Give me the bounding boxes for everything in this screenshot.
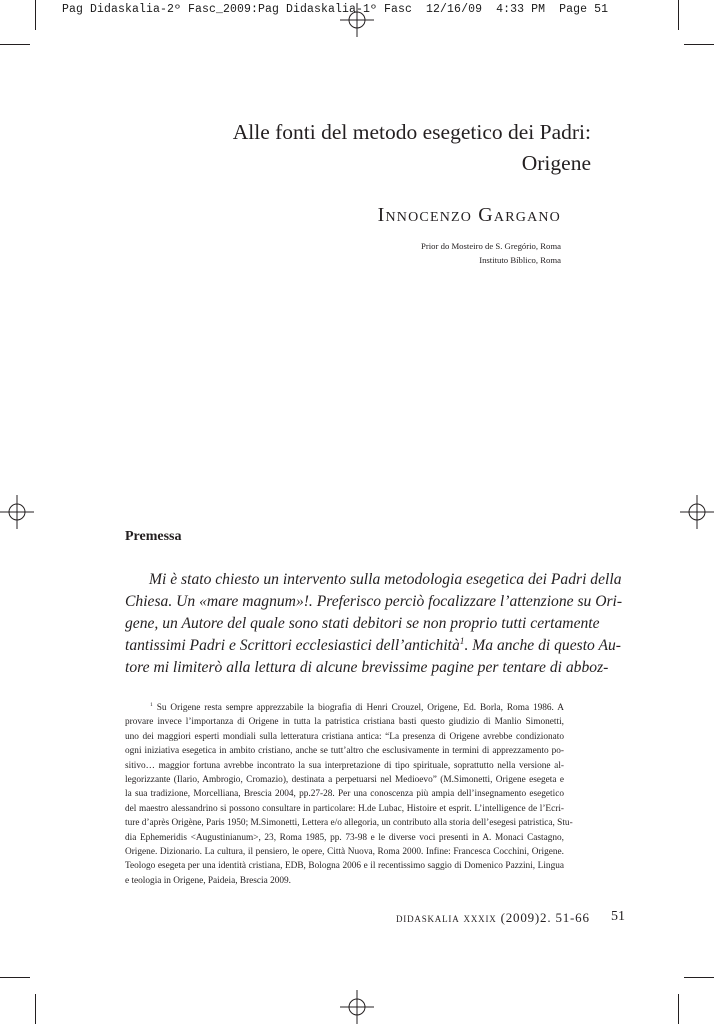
crop-mark-top-left-h — [0, 44, 30, 45]
footnote-line: Teologo esegeta per una identità cristiana, EDB, Bologna 2006 e il recentissimo saggio di Domenico Pazzini, Lingua — [125, 861, 564, 872]
footnote-line: uno dei maggiori esperti mondiali sulla letteratura cristiana antica: “La presenza di Origene avrebbe condizionato — [125, 731, 564, 742]
footnote-1 — [125, 701, 573, 888]
author-name: Innocenzo Gargano — [377, 204, 561, 226]
footnote-line: e teologia in Origene, Paideia, Brescia 2009. — [125, 875, 292, 886]
body-line-part: . Ma anche di questo Au- — [464, 637, 621, 654]
page-number: 51 — [611, 909, 625, 924]
footnote-line: provare invece l’importanza di Origene in tutta la patristica cristiana basti questo giudizio di Manlio Simonetti, — [125, 717, 564, 728]
body-line: Mi è stato chiesto un intervento sulla metodologia esegetica dei Padri della — [149, 571, 622, 588]
crop-mark-bottom-left — [35, 994, 36, 1024]
registration-mark-bottom-icon — [340, 990, 374, 1024]
footnote-line: sitivo… maggior fortuna avrebbe incontrato la sua interpretazione di tipo spirituale, soprattutto nella versione al- — [125, 760, 564, 771]
registration-mark-right-icon — [680, 495, 714, 529]
footnote-line: Origene. Dizionario. La cultura, il pensiero, le opere, Città Nuova, Roma 2000. Infine: Francesca Cocchini, Origene. — [125, 847, 564, 858]
footnote-line: la sua tradizione, Morcelliana, Brescia 2004, pp.27-28. Per una conoscenza più ampia dell’insegnamento esegetico — [125, 789, 564, 800]
body-line: gene, un Autore del quale sono stati debitori se non proprio tutti certamente — [125, 615, 600, 632]
author-affiliation — [421, 240, 561, 267]
footnote-reference[interactable]: 1 — [459, 636, 465, 647]
article-title-line-1: Alle fonti del metodo esegetico dei Padri: — [232, 120, 591, 144]
footnote-line: del maestro alessandrino si possono consultare in particolare: H.de Lubac, Histoire et esprit. L’intelligence de l’Ecri- — [125, 803, 564, 814]
body-line — [125, 635, 621, 657]
printer-slug-line: Pag Didaskalia-2º Fasc_2009:Pag Didaskalia-1º Fasc 12/16/09 4:33 PM Page 51 — [62, 3, 609, 16]
affiliation-line-1: Prior do Mosteiro de S. Gregório, Roma — [421, 241, 561, 251]
article-title — [151, 117, 591, 179]
footnote-marker: 1 — [150, 701, 153, 708]
crop-mark-bottom-left-h — [0, 977, 30, 978]
section-heading: Premessa — [125, 529, 182, 544]
crop-mark-bottom-right-h — [684, 977, 714, 978]
crop-mark-top-right — [678, 0, 679, 30]
registration-mark-left-icon — [0, 495, 34, 529]
body-paragraph — [125, 569, 623, 679]
crop-mark-top-right-h — [684, 44, 714, 45]
running-footer-label: didaskalia xxxix (2009)2. 51-66 — [396, 910, 590, 925]
footnote-line: legorizzante (Ilario, Ambrogio, Cromazio), destinata a perpetuarsi nel Medioevo” (M.Simonetti, Origene esegeta e — [125, 775, 564, 786]
crop-mark-bottom-right — [678, 994, 679, 1024]
body-line-part: tantissimi Padri e Scrittori ecclesiastici dell’antichità — [125, 637, 460, 654]
body-line: Chiesa. Un «mare magnum»!. Preferisco perciò focalizzare l’attenzione su Ori- — [125, 593, 623, 610]
footnote-line: ture d’après Origène, Paris 1950; M.Simonetti, Lettera e/o allegoria, un contributo alla storia dell’esegesi patristica, Stu- — [125, 818, 573, 829]
affiliation-line-2: Instituto Bíblico, Roma — [479, 254, 561, 265]
footnote-line: ogni iniziativa esegetica in ambito cristiano, anche se tutt’altro che esclusivamente in termini di apprezzamento po- — [125, 746, 564, 757]
registration-mark-top-icon — [340, 3, 374, 37]
footnote-line: dia Ephemeridis <Augustinianum>, 23, Roma 1985, pp. 73-98 e le diverse voci presenti in A. Monaci Castagno, — [125, 832, 564, 843]
footnote-line: $^1$ Su Origene resta sempre apprezzabile la biografia di Henri Crouzel, Origene, Ed. Borla, Roma 1986. A — [150, 701, 564, 713]
body-line: tore mi limiterò alla lettura di alcune brevissime pagine per tentare di abboz- — [125, 659, 609, 676]
article-title-line-2: Origene — [521, 151, 591, 175]
crop-mark-top-left — [35, 0, 36, 30]
